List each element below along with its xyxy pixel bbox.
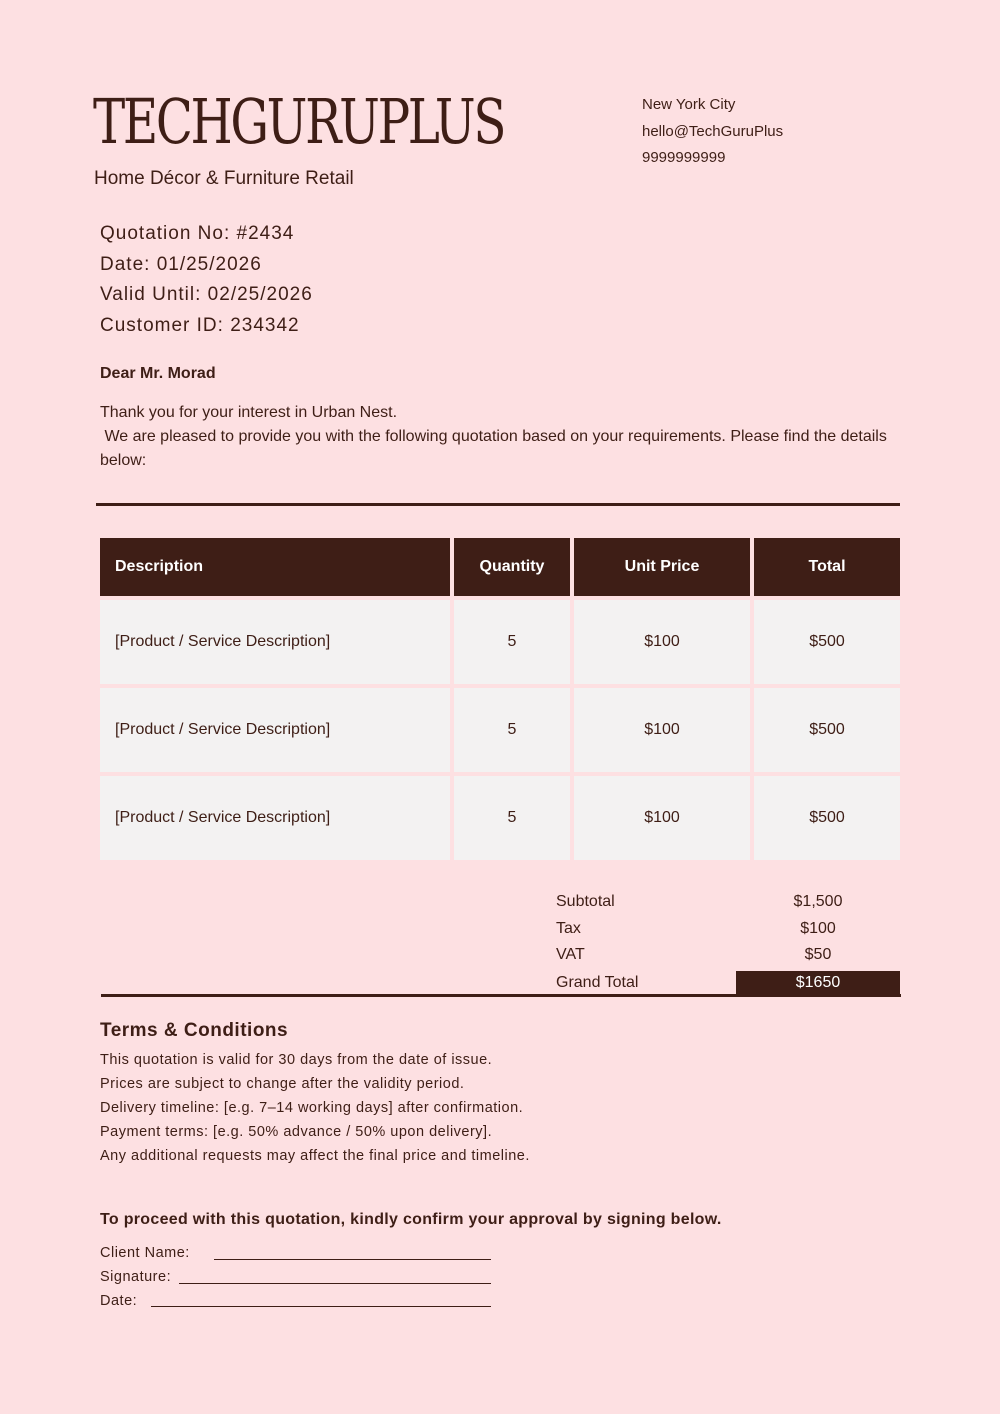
divider-summary	[101, 994, 901, 997]
table-header-row	[100, 538, 900, 596]
subtotal-label: Subtotal	[556, 893, 615, 910]
row-description: [Product / Service Description]	[100, 776, 450, 860]
company-email: hello@TechGuruPlus	[642, 122, 784, 140]
tax-label: Tax	[556, 920, 581, 937]
row-quantity: 5	[454, 600, 570, 684]
terms-item: Any additional requests may affect the final price and timeline.	[100, 1148, 530, 1164]
company-tagline: Home Décor & Furniture Retail	[94, 168, 354, 189]
date-label: Date:	[100, 1293, 138, 1309]
signature-field[interactable]	[179, 1283, 491, 1284]
divider-top	[96, 503, 900, 506]
row-total: $500	[754, 600, 900, 684]
row-unit-price: $100	[574, 688, 750, 772]
table-row	[100, 688, 900, 772]
approval-prompt: To proceed with this quotation, kindly confirm your approval by signing below.	[100, 1211, 722, 1228]
vat-label: VAT	[556, 946, 585, 963]
grand-total-label: Grand Total	[556, 974, 639, 991]
terms-item: This quotation is valid for 30 days from the date of issue.	[100, 1052, 493, 1068]
letter-line-1: Thank you for your interest in Urban Nest.	[100, 404, 398, 421]
terms-title: Terms & Conditions	[100, 1020, 289, 1041]
quotation-valid-until: Valid Until: 02/25/2026	[100, 284, 313, 305]
company-city: New York City	[642, 96, 736, 113]
client-name-field[interactable]	[214, 1259, 491, 1260]
terms-item: Delivery timeline: [e.g. 7–14 working days] after confirmation.	[100, 1100, 524, 1116]
terms-list	[100, 1048, 530, 1168]
letter-line-2: We are pleased to provide you with the following quotation based on your requirements. Please find the details below:	[100, 428, 892, 469]
company-phone: 9999999999	[642, 149, 726, 166]
quotation-table	[100, 538, 900, 860]
row-quantity: 5	[454, 688, 570, 772]
company-logo: TECHGURUPLUS	[93, 85, 505, 158]
quotation-date: Date: 01/25/2026	[100, 253, 262, 275]
header-quantity: Quantity	[454, 538, 570, 596]
header-total: Total	[754, 538, 900, 596]
row-total: $500	[754, 688, 900, 772]
row-unit-price: $100	[574, 600, 750, 684]
customer-id: Customer ID: 234342	[100, 314, 300, 336]
row-quantity: 5	[454, 776, 570, 860]
contact-block	[642, 92, 783, 172]
letter-greeting: Dear Mr. Morad	[100, 365, 216, 382]
row-description: [Product / Service Description]	[100, 600, 450, 684]
client-name-label: Client Name:	[100, 1245, 190, 1261]
grand-total-value: $1650	[795, 974, 841, 991]
table-row	[100, 776, 900, 860]
table-row	[100, 600, 900, 684]
header-description: Description	[100, 538, 450, 596]
date-field[interactable]	[151, 1306, 491, 1307]
letter-intro	[100, 401, 900, 473]
vat-value: $50	[804, 946, 832, 963]
header-unit-price: Unit Price	[574, 538, 750, 596]
tax-value: $100	[800, 920, 836, 937]
quotation-number: Quotation No: #2434	[100, 223, 295, 244]
subtotal-value: $1,500	[793, 893, 843, 910]
terms-item: Payment terms: [e.g. 50% advance / 50% upon delivery].	[100, 1124, 493, 1140]
terms-item: Prices are subject to change after the validity period.	[100, 1076, 465, 1092]
signature-label: Signature:	[100, 1269, 172, 1285]
row-description: [Product / Service Description]	[100, 688, 450, 772]
quotation-meta	[100, 219, 313, 341]
row-unit-price: $100	[574, 776, 750, 860]
row-total: $500	[754, 776, 900, 860]
